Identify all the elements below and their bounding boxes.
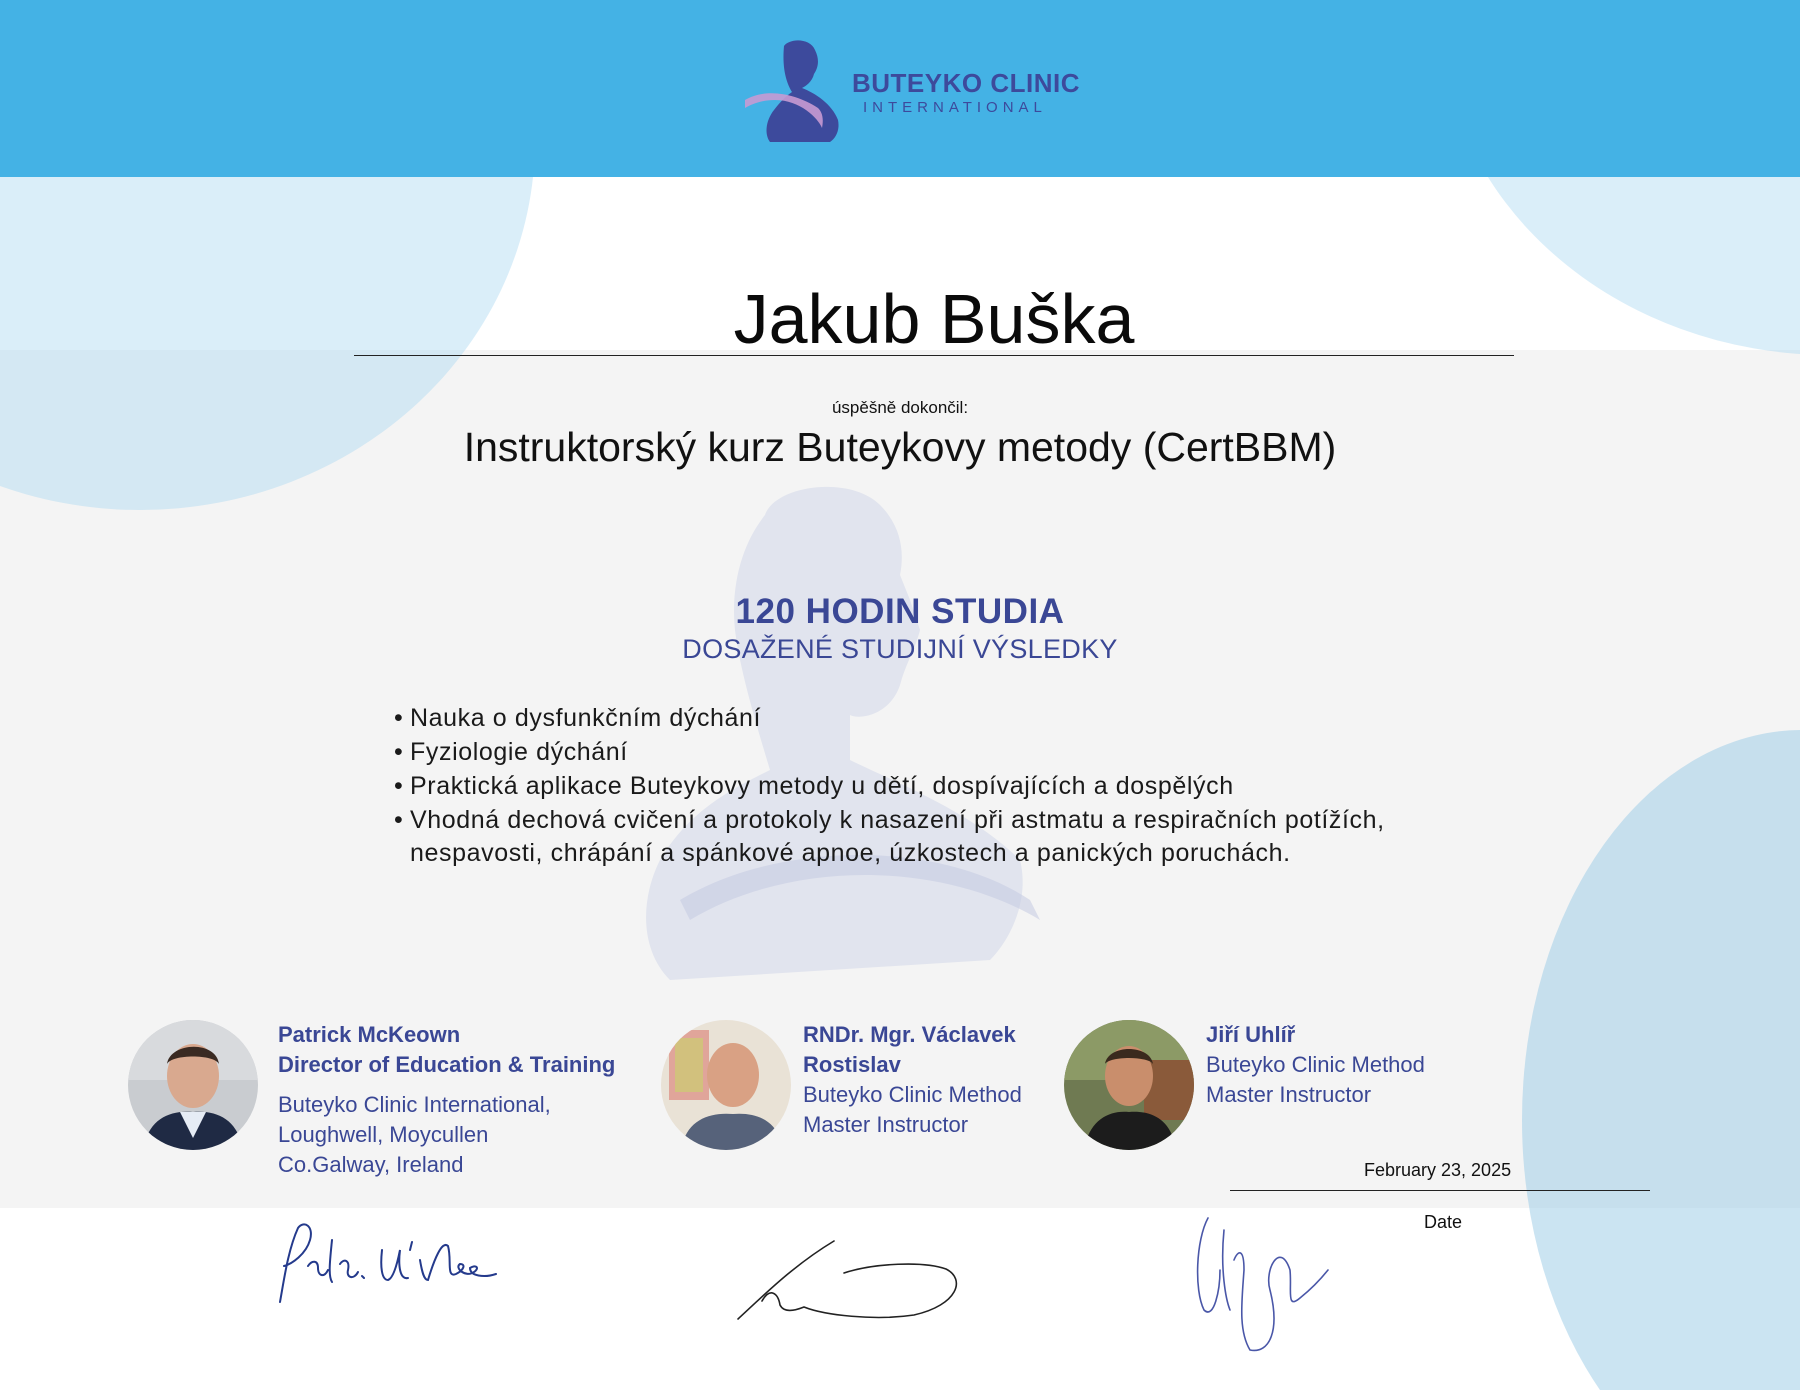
instructor-photo-avatar <box>661 1020 791 1150</box>
instructor-name: Rostislav <box>803 1052 901 1077</box>
instructor-address-line: Co.Galway, Ireland <box>278 1152 464 1177</box>
date-label: Date <box>1424 1212 1463 1232</box>
outcome-item: • Fyziologie dýchání <box>394 736 1474 769</box>
outcomes-list <box>394 702 1474 871</box>
logo-name: BUTEYKO CLINIC <box>852 68 1080 98</box>
instructor-role-line: Master Instructor <box>803 1112 969 1137</box>
instructor-name: RNDr. Mgr. Václavek <box>803 1022 1016 1047</box>
study-hours: 120 HODIN STUDIA <box>735 592 1065 631</box>
date-line <box>1230 1190 1650 1191</box>
instructor-photo-avatar <box>128 1020 258 1150</box>
instructor-name: Jiří Uhlíř <box>1206 1022 1296 1047</box>
instructor-address-line: Loughwell, Moycullen <box>278 1122 489 1147</box>
outcome-item: • Vhodná dechová cvičení a protokoly k nasazení při astmatu a respiračních potížích, nespavosti, chrápání a spánkové apnoe, úzkostech a panických poruchách. <box>394 804 1474 870</box>
recipient-name: Jakub Buška <box>733 280 1135 358</box>
instructor-address-line: Buteyko Clinic International, <box>278 1092 551 1117</box>
instructor-role-line: Master Instructor <box>1206 1082 1372 1107</box>
outcome-item: • Praktická aplikace Buteykovy metody u dětí, dospívajících a dospělých <box>394 770 1474 803</box>
logo-subtitle: INTERNATIONAL <box>863 99 1047 116</box>
buteyko-clinic-logo <box>740 38 1080 143</box>
signature-mckeown <box>270 1220 510 1310</box>
logo-silhouette-icon <box>740 38 850 143</box>
completed-label: úspěšně dokončil: <box>831 398 969 417</box>
signature-uhlir <box>1190 1210 1340 1360</box>
outcomes-heading: DOSAŽENÉ STUDIJNÍ VÝSLEDKY <box>682 634 1118 664</box>
instructor-photo-avatar <box>1064 1020 1194 1150</box>
instructor-title: Director of Education & Training <box>278 1052 616 1077</box>
recipient-underline <box>354 355 1514 356</box>
outcome-item: • Nauka o dysfunkčním dýchání <box>394 702 1474 735</box>
instructor-role-line: Buteyko Clinic Method <box>803 1082 1022 1107</box>
course-title: Instruktorský kurz Buteykovy metody (CertBBM) <box>463 424 1337 470</box>
instructor-name: Patrick McKeown <box>278 1022 461 1047</box>
issue-date: February 23, 2025 <box>1364 1160 1512 1180</box>
instructor-role-line: Buteyko Clinic Method <box>1206 1052 1425 1077</box>
signature-vaclavek <box>734 1235 974 1325</box>
